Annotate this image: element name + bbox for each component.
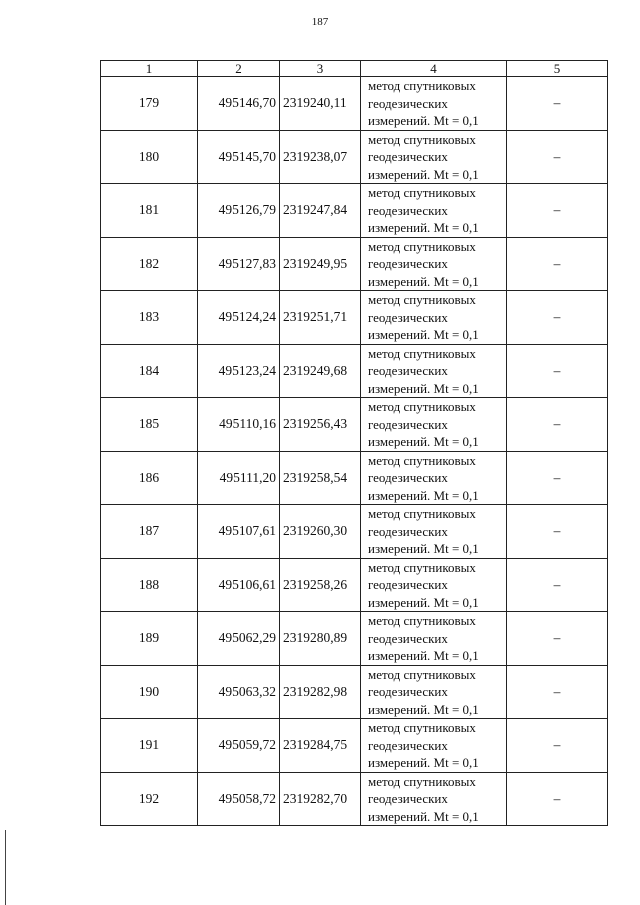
note-cell: – [507,398,608,452]
method-text-line: измерений. Mt = 0,1 [368,648,479,663]
y-coordinate-cell: 2319282,70 [280,772,361,826]
table-row [101,772,608,826]
method-text-line: измерений. Mt = 0,1 [368,166,479,182]
method-text-line: измерений. Mt = 0,1 [368,755,479,770]
method-text-line: метод спутниковых [368,773,476,789]
point-number-cell: 184 [101,344,198,398]
method-text-line: метод спутниковых [368,613,476,628]
y-coordinate-cell: 2319258,54 [280,451,361,505]
table-row [101,558,608,612]
method-cell [361,184,507,238]
note-cell: – [507,344,608,398]
method-cell [361,398,507,452]
coordinates-table [100,60,608,826]
table-row [101,505,608,559]
method-cell [361,291,507,345]
x-coordinate-cell: 495062,29 [198,612,280,666]
table-row [101,130,608,184]
note-cell: – [507,130,608,184]
method-text-line: геодезических [368,470,448,485]
x-coordinate-cell: 495124,24 [198,291,280,345]
method-cell [361,451,507,505]
header-row [101,61,608,77]
method-text-line: метод спутниковых [368,185,476,200]
method-text-line: геодезических [368,309,448,325]
note-cell: – [507,291,608,345]
point-number-cell: 188 [101,558,198,612]
table-row [101,184,608,238]
method-text-line: метод спутниковых [368,666,476,682]
point-number-cell: 190 [101,665,198,719]
y-coordinate-cell: 2319256,43 [280,398,361,452]
point-number-cell: 180 [101,130,198,184]
point-number-cell: 179 [101,77,198,131]
table-row [101,665,608,719]
method-text-line: метод спутниковых [368,559,476,575]
method-text-line: метод спутниковых [368,399,476,414]
y-coordinate-cell: 2319280,89 [280,612,361,666]
method-text-line: геодезических [368,256,448,271]
method-text-line: геодезических [368,737,448,753]
y-coordinate-cell: 2319240,11 [280,77,361,131]
table-row [101,291,608,345]
method-text-line: измерений. Mt = 0,1 [368,113,479,128]
x-coordinate-cell: 495127,83 [198,237,280,291]
method-text-line: измерений. Mt = 0,1 [368,541,479,556]
table-row [101,344,608,398]
point-number-cell: 192 [101,772,198,826]
method-text-line: геодезических [368,523,448,539]
method-text-line: метод спутниковых [368,78,476,93]
table-row [101,612,608,666]
table-body [101,77,608,826]
method-text-line: метод спутниковых [368,292,476,307]
x-coordinate-cell: 495145,70 [198,130,280,184]
note-cell: – [507,184,608,238]
point-number-cell: 189 [101,612,198,666]
method-text-line: геодезических [368,95,448,111]
y-coordinate-cell: 2319258,26 [280,558,361,612]
column-header-5: 5 [507,61,608,77]
x-coordinate-cell: 495063,32 [198,665,280,719]
method-text-line: измерений. Mt = 0,1 [368,380,479,396]
method-text-line: метод спутниковых [368,131,476,147]
note-cell: – [507,451,608,505]
method-cell [361,237,507,291]
note-cell: – [507,719,608,773]
y-coordinate-cell: 2319238,07 [280,130,361,184]
column-header-3: 3 [280,61,361,77]
x-coordinate-cell: 495126,79 [198,184,280,238]
method-text-line: измерений. Mt = 0,1 [368,487,479,503]
y-coordinate-cell: 2319249,95 [280,237,361,291]
method-text-line: метод спутниковых [368,506,476,521]
note-cell: – [507,558,608,612]
method-text-line: геодезических [368,202,448,218]
note-cell: – [507,772,608,826]
x-coordinate-cell: 495106,61 [198,558,280,612]
method-text-line: измерений. Mt = 0,1 [368,434,479,449]
method-text-line: измерений. Mt = 0,1 [368,808,479,824]
method-text-line: измерений. Mt = 0,1 [368,327,479,342]
method-text-line: геодезических [368,630,448,646]
y-coordinate-cell: 2319282,98 [280,665,361,719]
method-text-line: измерений. Mt = 0,1 [368,273,479,289]
note-cell: – [507,665,608,719]
method-text-line: геодезических [368,791,448,806]
point-number-cell: 185 [101,398,198,452]
method-cell [361,665,507,719]
point-number-cell: 182 [101,237,198,291]
note-cell: – [507,505,608,559]
x-coordinate-cell: 495107,61 [198,505,280,559]
point-number-cell: 186 [101,451,198,505]
method-cell [361,77,507,131]
method-cell [361,558,507,612]
method-cell [361,130,507,184]
method-cell [361,719,507,773]
y-coordinate-cell: 2319247,84 [280,184,361,238]
table-row [101,398,608,452]
method-text-line: метод спутниковых [368,720,476,735]
x-coordinate-cell: 495058,72 [198,772,280,826]
method-text-line: геодезических [368,577,448,592]
column-header-1: 1 [101,61,198,77]
column-header-2: 2 [198,61,280,77]
method-text-line: метод спутниковых [368,452,476,468]
table-row [101,451,608,505]
method-cell [361,344,507,398]
column-header-4: 4 [361,61,507,77]
point-number-cell: 191 [101,719,198,773]
y-coordinate-cell: 2319284,75 [280,719,361,773]
method-cell [361,772,507,826]
method-text-line: метод спутниковых [368,345,476,361]
method-text-line: геодезических [368,684,448,699]
note-cell: – [507,612,608,666]
y-coordinate-cell: 2319251,71 [280,291,361,345]
method-cell [361,612,507,666]
table-row [101,719,608,773]
x-coordinate-cell: 495111,20 [198,451,280,505]
method-text-line: измерений. Mt = 0,1 [368,220,479,235]
table-row [101,237,608,291]
point-number-cell: 183 [101,291,198,345]
note-cell: – [507,237,608,291]
point-number-cell: 187 [101,505,198,559]
x-coordinate-cell: 495146,70 [198,77,280,131]
method-text-line: геодезических [368,149,448,164]
method-text-line: геодезических [368,416,448,432]
margin-rule [5,830,6,905]
method-text-line: измерений. Mt = 0,1 [368,594,479,610]
y-coordinate-cell: 2319260,30 [280,505,361,559]
method-text-line: метод спутниковых [368,238,476,254]
y-coordinate-cell: 2319249,68 [280,344,361,398]
x-coordinate-cell: 495110,16 [198,398,280,452]
method-text-line: измерений. Mt = 0,1 [368,701,479,717]
x-coordinate-cell: 495059,72 [198,719,280,773]
table-row [101,77,608,131]
page-number: 187 [311,16,329,28]
method-cell [361,505,507,559]
method-text-line: геодезических [368,363,448,378]
point-number-cell: 181 [101,184,198,238]
x-coordinate-cell: 495123,24 [198,344,280,398]
note-cell: – [507,77,608,131]
